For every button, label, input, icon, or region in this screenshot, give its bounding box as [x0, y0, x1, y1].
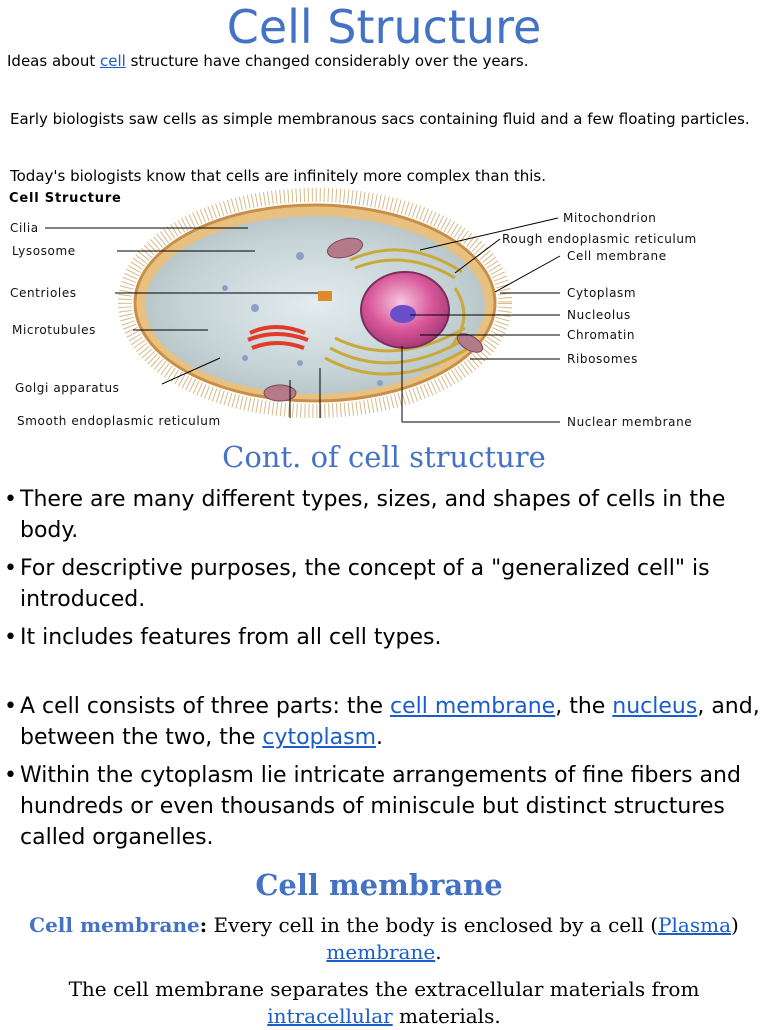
- bullet-item: • Within the cytoplasm lie intricate arrangements of fine fibers and hundreds or even thousands of miniscule but distinct structures called organelles.: [0, 760, 760, 853]
- membrane-link[interactable]: membrane: [326, 940, 436, 964]
- label-golgi-apparatus: Golgi apparatus: [15, 381, 120, 395]
- nucleolus-shape: [390, 305, 416, 323]
- page-title: Cell Structure: [226, 0, 542, 54]
- cytoplasm-link[interactable]: cytoplasm: [262, 725, 377, 750]
- bullet-item: • It includes features from all cell types.: [0, 622, 760, 653]
- label-nucleolus: Nucleolus: [567, 308, 631, 322]
- diagram-title: Cell Structure: [9, 191, 122, 206]
- label-cell-membrane: Cell membrane: [567, 249, 667, 263]
- plasma-link[interactable]: Plasma: [658, 913, 732, 937]
- cell-link[interactable]: cell: [100, 52, 126, 70]
- intracellular-link[interactable]: intracellular: [267, 1004, 393, 1028]
- nucleus-link[interactable]: nucleus: [612, 694, 698, 719]
- label-ribosomes: Ribosomes: [567, 352, 638, 366]
- cont-heading: Cont. of cell structure: [222, 440, 546, 474]
- cell-membrane-heading: Cell membrane: [255, 868, 503, 902]
- label-rough-er: Rough endoplasmic reticulum: [502, 232, 697, 246]
- bullet-item: • A cell consists of three parts: the cell membrane, the nucleus, and, between the two, the cytoplasm.: [0, 691, 760, 753]
- cell-membrane-link[interactable]: cell membrane: [389, 694, 556, 719]
- label-chromatin: Chromatin: [567, 328, 636, 342]
- intro-line-3: Today's biologists know that cells are infinitely more complex than this.: [10, 167, 546, 185]
- cell-structure-diagram: [0, 188, 768, 433]
- right-labels: [502, 211, 697, 429]
- label-mitochondrion: Mitochondrion: [563, 211, 657, 225]
- intro-line-2: Early biologists saw cells as simple membranous sacs containing fluid and a few floating particles.: [10, 110, 750, 128]
- intro-line-1: Ideas about cell structure have changed considerably over the years.: [7, 52, 529, 70]
- bullet-list: [0, 484, 760, 860]
- label-cytoplasm: Cytoplasm: [567, 286, 637, 300]
- label-cilia: Cilia: [10, 221, 39, 235]
- label-smooth-er: Smooth endoplasmic reticulum: [17, 414, 221, 428]
- label-microtubules: Microtubules: [12, 323, 96, 337]
- membrane-paragraph-1: Cell membrane: Every cell in the body is enclosed by a cell (Plasma) membrane.: [29, 913, 739, 964]
- label-nuclear-membrane: Nuclear membrane: [567, 415, 693, 429]
- bullet-item: • There are many different types, sizes, and shapes of cells in the body.: [0, 484, 760, 546]
- centrioles-shape: [318, 291, 332, 301]
- label-lysosome: Lysosome: [12, 244, 76, 258]
- membrane-paragraph-2: The cell membrane separates the extracellular materials from intracellular materials.: [68, 977, 700, 1028]
- label-centrioles: Centrioles: [10, 286, 77, 300]
- bullet-item: • For descriptive purposes, the concept of a "generalized cell" is introduced.: [0, 553, 760, 615]
